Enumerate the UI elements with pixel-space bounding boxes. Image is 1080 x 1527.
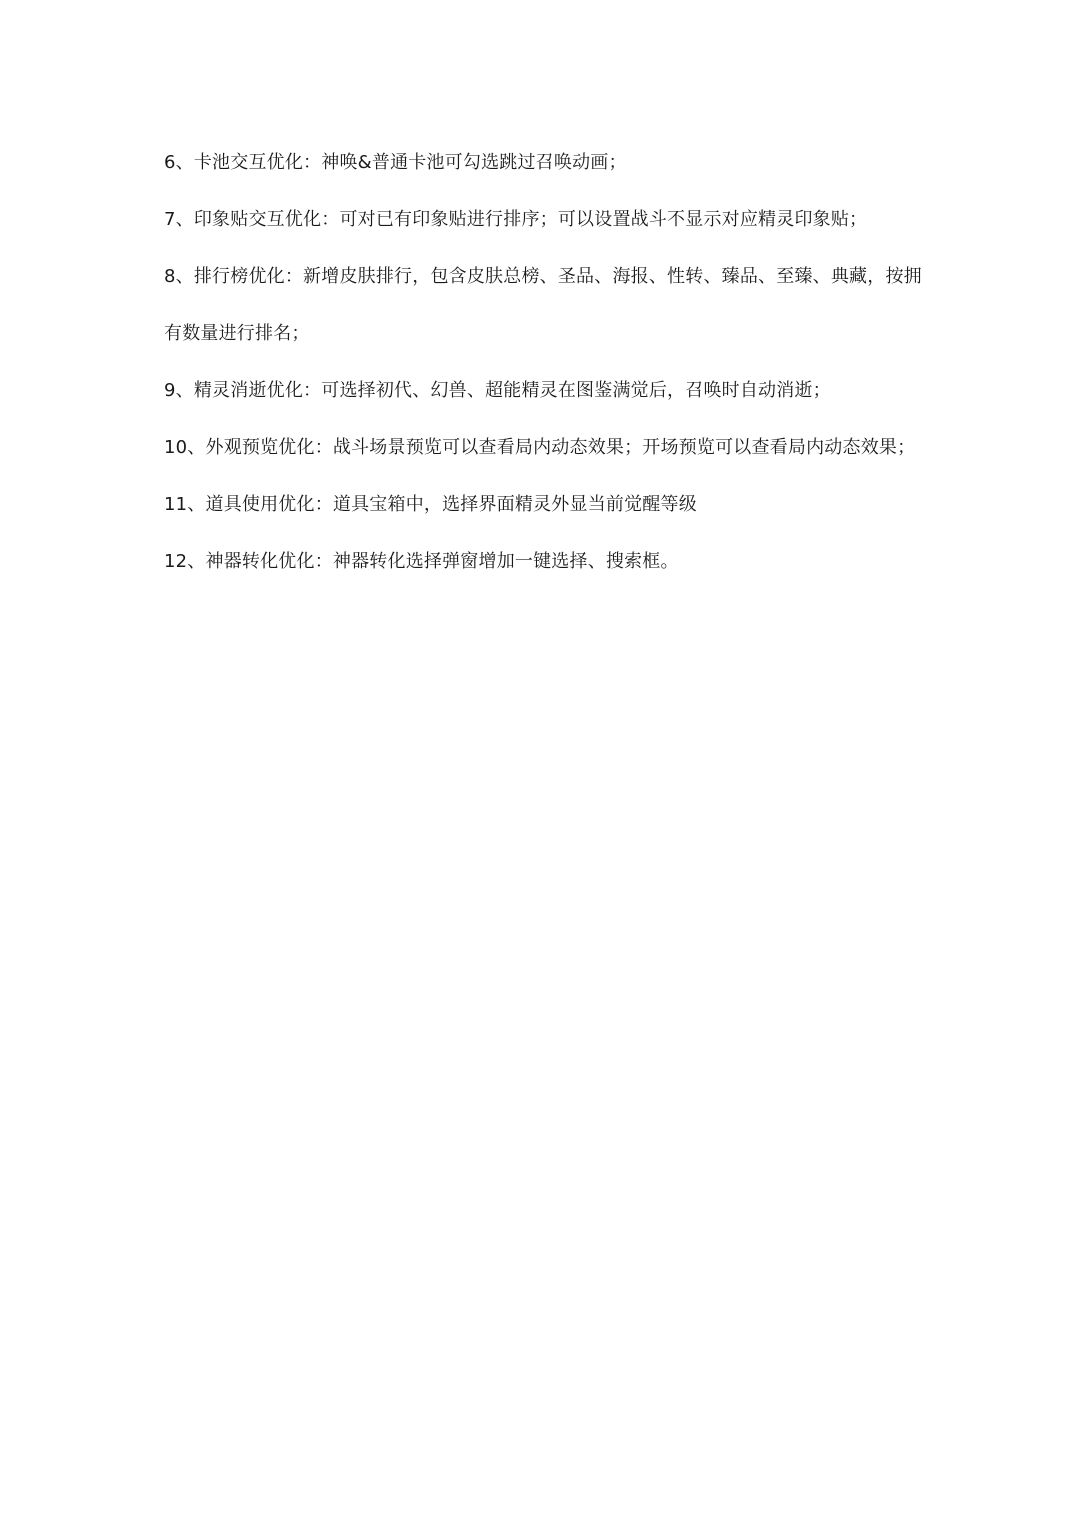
list-item: 12、神器转化优化：神器转化选择弹窗增加一键选择、搜索框。	[164, 551, 679, 572]
list-item: 8、排行榜优化：新增皮肤排行，包含皮肤总榜、圣品、海报、性转、臻品、至臻、典藏，按拥有数量进行排名；	[164, 266, 922, 344]
update-notes-list	[164, 134, 924, 590]
list-item: 7、印象贴交互优化：可对已有印象贴进行排序；可以设置战斗不显示对应精灵印象贴；	[164, 209, 868, 230]
list-item: 9、精灵消逝优化：可选择初代、幻兽、超能精灵在图鉴满觉后，召唤时自动消逝；	[164, 380, 831, 401]
list-item: 10、外观预览优化：战斗场景预览可以查看局内动态效果；开场预览可以查看局内动态效果；	[164, 437, 916, 458]
list-item: 11、道具使用优化：道具宝箱中，选择界面精灵外显当前觉醒等级	[164, 494, 697, 515]
list-item: 6、卡池交互优化：神唤&普通卡池可勾选跳过召唤动画；	[164, 152, 627, 173]
